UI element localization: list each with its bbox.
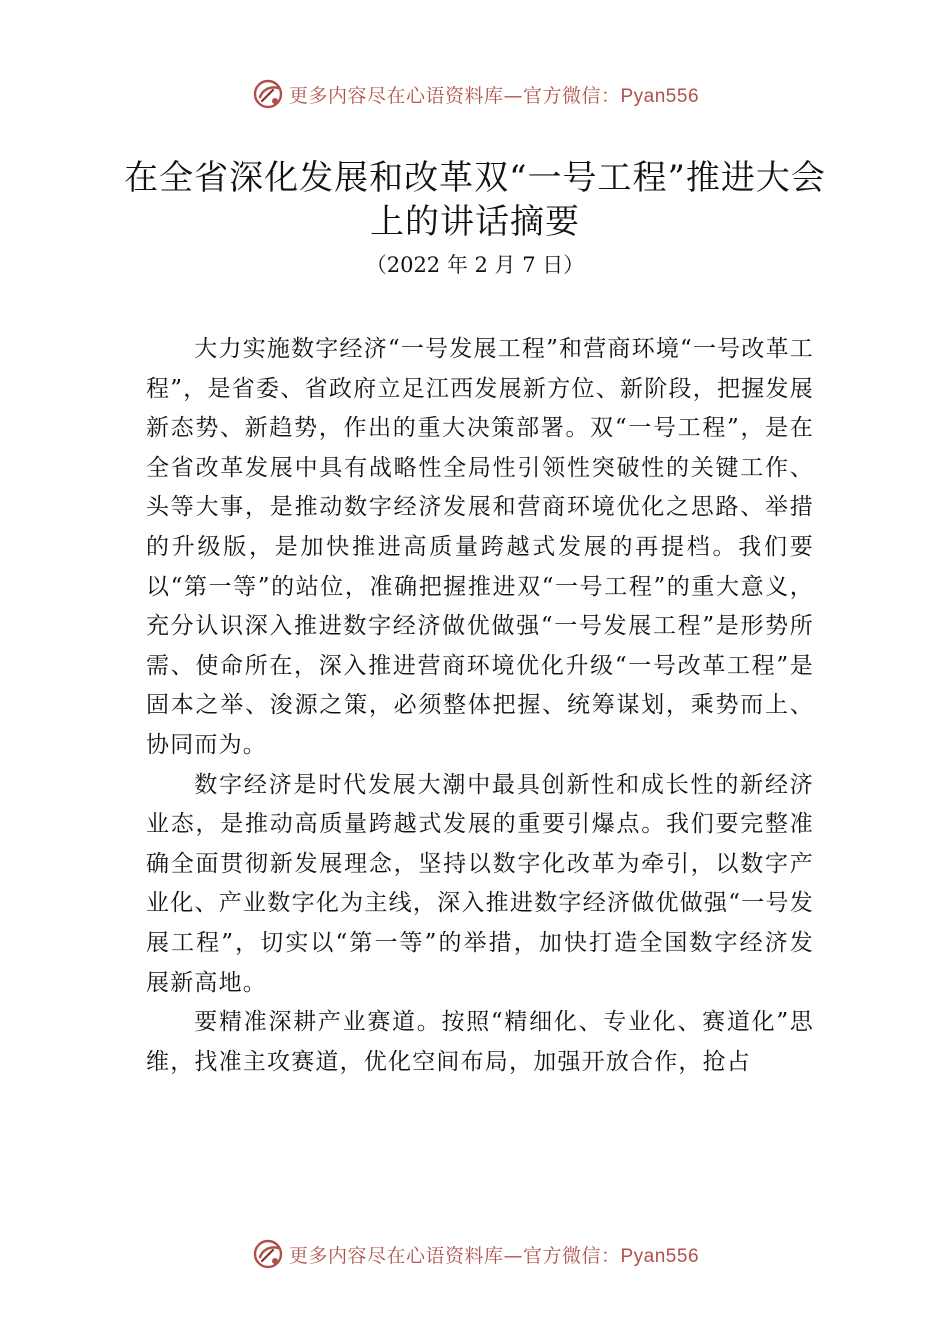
watermark-wechat-id: Pyan556 bbox=[620, 85, 700, 107]
watermark-footer bbox=[0, 1234, 950, 1274]
watermark-wechat-label: 官方微信： bbox=[522, 1244, 621, 1267]
watermark-separator: — bbox=[503, 1244, 523, 1267]
library-logo-icon bbox=[251, 77, 285, 111]
document-body bbox=[146, 330, 814, 1082]
body-paragraph: 大力实施数字经济“一号发展工程”和营商环境“一号改革工程”，是省委、省政府立足江西发展新方位、新阶段，把握发展新态势、新趋势，作出的重大决策部署。双“一号工程”，是在全省改革发展中具有战略性全局性引领性突破性的关键工作、头等大事，是推动数字经济发展和营商环境优化之思路、举措的升级版，是加快推进高质量跨越式发展的再提档。我们要以“第一等”的站位，准确把握推进双“一号工程”的重大意义，充分认识深入推进数字经济做优做强“一号发展工程”是形势所需、使命所在，深入推进营商环境优化升级“一号改革工程”是固本之举、浚源之策，必须整体把握、统筹谋划，乘势而上、协同而为。 bbox=[146, 336, 814, 758]
library-logo-icon bbox=[251, 1237, 285, 1271]
watermark-site: 更多内容尽在心语资料库 bbox=[288, 1244, 504, 1267]
document-date: （2022 年 2 月 7 日） bbox=[365, 253, 585, 277]
watermark-separator: — bbox=[503, 84, 523, 107]
watermark-text bbox=[289, 81, 699, 108]
body-paragraph: 数字经济是时代发展大潮中最具创新性和成长性的新经济业态，是推动高质量跨越式发展的重要引爆点。我们要完整准确全面贯彻新发展理念，坚持以数字化改革为牵引，以数字产业化、产业数字化为主线，深入推进数字经济做优做强“一号发展工程”，切实以“第一等”的举措，加快打造全国数字经济发展新高地。 bbox=[146, 771, 814, 996]
watermark-site: 更多内容尽在心语资料库 bbox=[288, 84, 504, 107]
document-title: 在全省深化发展和改革双“一号工程”推进大会上的讲话摘要 bbox=[124, 158, 826, 242]
watermark-header bbox=[0, 74, 950, 114]
watermark-wechat-id: Pyan556 bbox=[620, 1245, 700, 1267]
watermark-text bbox=[289, 1241, 699, 1268]
body-paragraph: 要精准深耕产业赛道。按照“精细化、专业化、赛道化”思维，找准主攻赛道，优化空间布局，加强开放合作，抢占 bbox=[146, 1009, 814, 1075]
watermark-wechat-label: 官方微信： bbox=[522, 84, 621, 107]
